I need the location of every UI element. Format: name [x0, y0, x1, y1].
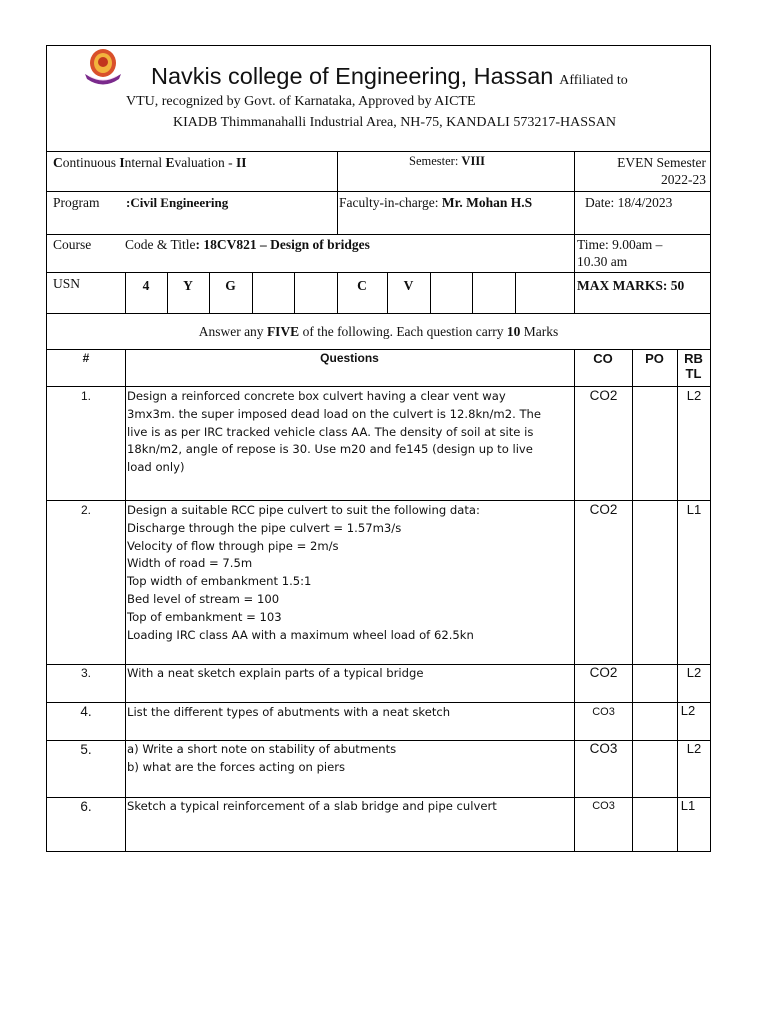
usn-label: USN	[53, 276, 81, 291]
cie-title: Continuous Internal Evaluation - II	[53, 155, 247, 170]
college-logo-icon	[81, 46, 125, 90]
even-semester: EVEN Semester 2022-23	[617, 155, 706, 187]
co-value: CO3	[592, 800, 615, 812]
max-marks: MAX MARKS: 50	[577, 278, 685, 293]
usn-char: Y	[183, 278, 193, 293]
question-number: 5.	[80, 742, 92, 757]
question-number: 3.	[80, 666, 91, 680]
rbtl-value: L2	[680, 703, 696, 718]
usn-char: G	[225, 278, 236, 293]
usn-char: C	[357, 278, 367, 293]
rbtl-value: L2	[686, 741, 702, 756]
course-code-title: Code & Title: 18CV821 – Design of bridges	[125, 237, 370, 252]
course-label: Course	[53, 237, 92, 252]
affiliation-line: VTU, recognized by Govt. of Karnataka, Approved by AICTE	[126, 94, 476, 109]
header-num: #	[82, 351, 90, 365]
semester: Semester: VIII	[409, 154, 486, 168]
question-text: With a neat sketch explain parts of a typical bridge	[127, 666, 424, 680]
question-number: 2.	[80, 503, 91, 517]
college-name: Navkis college of Engineering, Hassan	[151, 63, 554, 89]
rbtl-value: L2	[686, 388, 702, 403]
question-text: Design a reinforced concrete box culvert having a clear vent way 3mx3m. the super imposed dead load on the culvert is 12.8kn/m2. The live is as per IRC tracked vehicle class AA. The density of soil at site is 18kn/m2, angle of repose is 30. Use m20 and fe145 (design up to live load only)	[127, 389, 542, 475]
header-questions: Questions	[320, 351, 379, 365]
question-number: 1.	[80, 389, 91, 403]
usn-char: 4	[142, 278, 150, 293]
co-value: CO2	[589, 665, 618, 680]
co-value: CO2	[589, 502, 618, 517]
question-text: Sketch a typical reinforcement of a slab bridge and pipe culvert	[127, 799, 497, 813]
co-value: CO3	[589, 741, 618, 756]
header-po: PO	[645, 351, 664, 366]
question-text: Design a suitable RCC pipe culvert to suit the following data: Discharge through the pipe culvert = 1.57m3/s Velocity of flow through pipe = 2m/s Width of road = 7.5m Top width of embankment 1.5:1 Bed level of stream = 100 Top of embankment = 103 Loading IRC class AA with a maximum wheel load of 62.5kn	[127, 503, 480, 642]
question-text: List the different types of abutments with a neat sketch	[127, 705, 451, 719]
co-value: CO2	[589, 388, 618, 403]
header-rbtl: RB TL	[684, 351, 703, 381]
college-header	[151, 63, 628, 91]
college-address: KIADB Thimmanahalli Industrial Area, NH-75, KANDALI 573217-HASSAN	[173, 115, 617, 130]
program-value: :Civil Engineering	[126, 195, 229, 210]
faculty: Faculty-in-charge: Mr. Mohan H.S	[339, 195, 533, 210]
instructions: Answer any FIVE of the following. Each question carry 10 Marks	[198, 324, 559, 339]
program-label: Program	[53, 195, 100, 210]
exam-paper	[46, 45, 711, 852]
co-value: CO3	[592, 706, 615, 718]
rbtl-value: L1	[686, 502, 702, 517]
rbtl-value: L2	[686, 665, 702, 680]
affiliation-start: Affiliated to	[559, 73, 628, 88]
question-number: 4.	[80, 704, 92, 719]
usn-char: V	[403, 278, 414, 293]
exam-date: Date: 18/4/2023	[585, 195, 673, 210]
question-number: 6.	[80, 799, 92, 814]
exam-time: Time: 9.00am – 10.30 am	[577, 237, 663, 269]
rbtl-value: L1	[680, 798, 696, 813]
header-co: CO	[593, 351, 613, 366]
question-text: a) Write a short note on stability of abutments b) what are the forces acting on piers	[127, 742, 397, 774]
